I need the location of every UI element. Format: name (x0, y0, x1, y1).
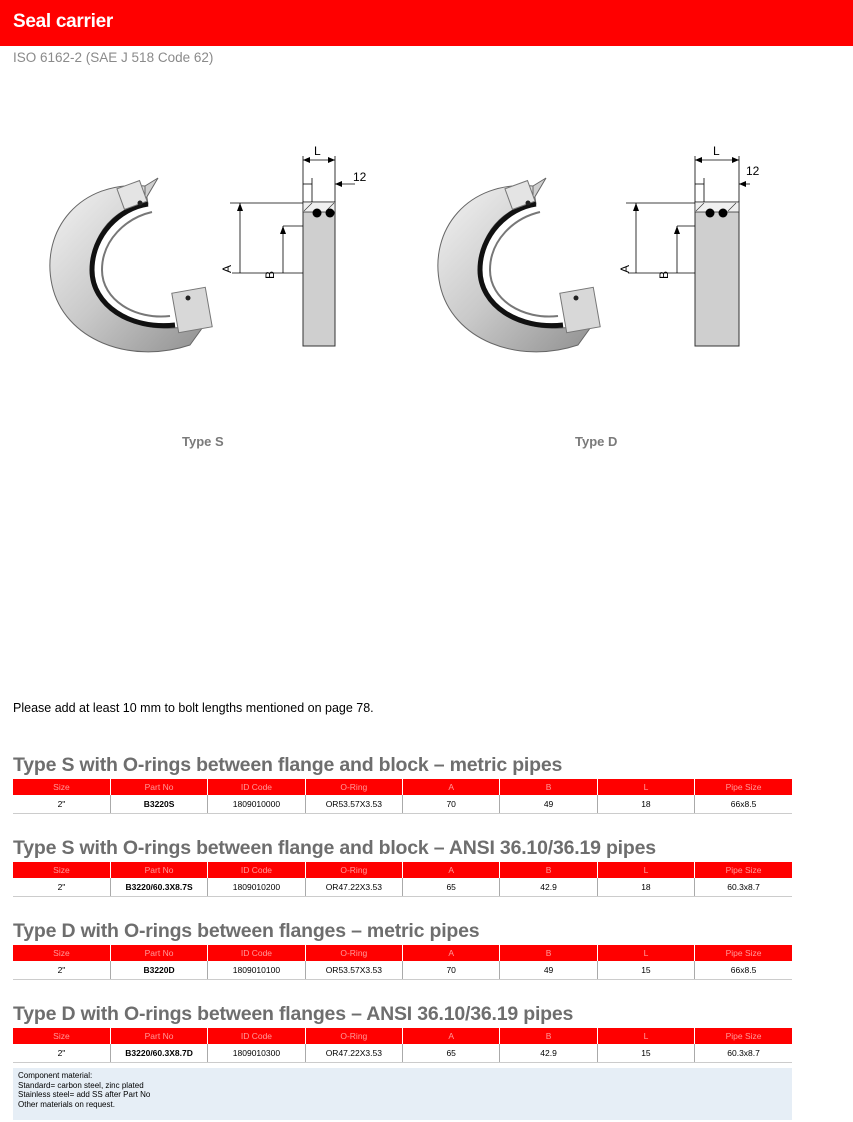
spec-table-type-s-metric (13, 779, 792, 814)
material-line: Other materials on request. (18, 1099, 115, 1109)
col-header: L (597, 862, 694, 878)
table-header-row (13, 862, 792, 878)
spec-table-type-d-ansi (13, 1028, 792, 1063)
cell-b: 49 (500, 795, 597, 814)
ring-3d-view (50, 178, 212, 352)
col-header: Part No (110, 779, 207, 795)
dim-l-label: L (314, 144, 321, 158)
table-row (13, 795, 792, 814)
col-header: ID Code (208, 945, 305, 961)
section-title: Type S with O-rings between flange and block – metric pipes (13, 754, 563, 776)
figure-type-d (428, 140, 768, 385)
cell-l: 18 (597, 795, 694, 814)
col-header: Pipe Size (695, 779, 792, 795)
cell-pipe-size: 66x8.5 (695, 961, 792, 980)
dim-a-label: A (618, 264, 633, 274)
col-header: Pipe Size (695, 945, 792, 961)
spec-table-type-s-ansi (13, 862, 792, 897)
col-header: Pipe Size (695, 1028, 792, 1044)
col-header: L (597, 1028, 694, 1044)
col-header: O-Ring (305, 862, 402, 878)
seal-carrier-type-d-drawing (428, 140, 768, 380)
ring-3d-view (438, 178, 600, 352)
col-header: B (500, 1028, 597, 1044)
cell-id-code: 1809010300 (208, 1044, 305, 1063)
caption-type-d: Type D (575, 434, 618, 449)
col-header: A (403, 862, 500, 878)
cell-id-code: 1809010200 (208, 878, 305, 897)
col-header: O-Ring (305, 779, 402, 795)
dim-a-label: A (220, 264, 235, 274)
cell-id-code: 1809010000 (208, 795, 305, 814)
col-header: Part No (110, 862, 207, 878)
cell-l: 15 (597, 961, 694, 980)
col-header: A (403, 1028, 500, 1044)
material-line: Standard= carbon steel, zinc plated (18, 1080, 144, 1090)
col-header: Size (13, 945, 110, 961)
cell-a: 65 (403, 1044, 500, 1063)
table-header-row (13, 945, 792, 961)
col-header: O-Ring (305, 1028, 402, 1044)
cell-l: 15 (597, 1044, 694, 1063)
cell-pipe-size: 60.3x8.7 (695, 878, 792, 897)
col-header: Part No (110, 945, 207, 961)
col-header: Size (13, 779, 110, 795)
col-header: Pipe Size (695, 862, 792, 878)
table-row (13, 961, 792, 980)
table-row (13, 878, 792, 897)
cell-part-no: B3220S (110, 795, 207, 814)
col-header: Part No (110, 1028, 207, 1044)
col-header: Size (13, 862, 110, 878)
table-header-row (13, 1028, 792, 1044)
page-subtitle: ISO 6162-2 (SAE J 518 Code 62) (13, 50, 214, 65)
cell-a: 70 (403, 961, 500, 980)
dim-12-label: 12 (353, 170, 367, 184)
col-header: B (500, 945, 597, 961)
col-header: B (500, 862, 597, 878)
cell-b: 42.9 (500, 1044, 597, 1063)
cell-b: 42.9 (500, 878, 597, 897)
cell-a: 70 (403, 795, 500, 814)
section-title: Type D with O-rings between flanges – ANSI 36.10/36.19 pipes (13, 1003, 574, 1025)
cell-id-code: 1809010100 (208, 961, 305, 980)
cell-size: 2" (13, 961, 110, 980)
figure-type-s (40, 140, 380, 385)
page-title: Seal carrier (13, 11, 113, 32)
col-header: O-Ring (305, 945, 402, 961)
cell-part-no: B3220/60.3X8.7S (110, 878, 207, 897)
col-header: ID Code (208, 1028, 305, 1044)
cell-o-ring: OR47.22X3.53 (305, 878, 402, 897)
dim-l-label: L (713, 144, 720, 158)
cell-o-ring: OR47.22X3.53 (305, 1044, 402, 1063)
cell-b: 49 (500, 961, 597, 980)
col-header: Size (13, 1028, 110, 1044)
header-bar (0, 0, 853, 46)
col-header: ID Code (208, 862, 305, 878)
col-header: L (597, 779, 694, 795)
dim-12-label: 12 (746, 164, 760, 178)
col-header: B (500, 779, 597, 795)
component-material-box (13, 1068, 792, 1120)
dim-b-label: B (263, 270, 278, 280)
caption-type-s: Type S (182, 434, 224, 449)
material-line: Stainless steel= add SS after Part No (18, 1090, 151, 1099)
cell-l: 18 (597, 878, 694, 897)
cell-o-ring: OR53.57X3.53 (305, 795, 402, 814)
table-header-row (13, 779, 792, 795)
cross-section-view (230, 156, 355, 346)
section-title: Type S with O-rings between flange and block – ANSI 36.10/36.19 pipes (13, 837, 656, 859)
col-header: A (403, 779, 500, 795)
seal-carrier-type-s-drawing (40, 140, 380, 380)
bolt-length-note: Please add at least 10 mm to bolt lengths mentioned on page 78. (13, 701, 374, 715)
cell-pipe-size: 60.3x8.7 (695, 1044, 792, 1063)
col-header: L (597, 945, 694, 961)
cross-section-view (626, 156, 750, 346)
table-row (13, 1044, 792, 1063)
col-header: ID Code (208, 779, 305, 795)
material-heading: Component material: (18, 1071, 93, 1080)
dim-b-label: B (657, 270, 672, 280)
cell-size: 2" (13, 795, 110, 814)
col-header: A (403, 945, 500, 961)
cell-size: 2" (13, 878, 110, 897)
spec-table-type-d-metric (13, 945, 792, 980)
cell-part-no: B3220D (110, 961, 207, 980)
section-title: Type D with O-rings between flanges – metric pipes (13, 920, 480, 942)
cell-pipe-size: 66x8.5 (695, 795, 792, 814)
cell-size: 2" (13, 1044, 110, 1063)
cell-part-no: B3220/60.3X8.7D (110, 1044, 207, 1063)
cell-a: 65 (403, 878, 500, 897)
cell-o-ring: OR53.57X3.53 (305, 961, 402, 980)
